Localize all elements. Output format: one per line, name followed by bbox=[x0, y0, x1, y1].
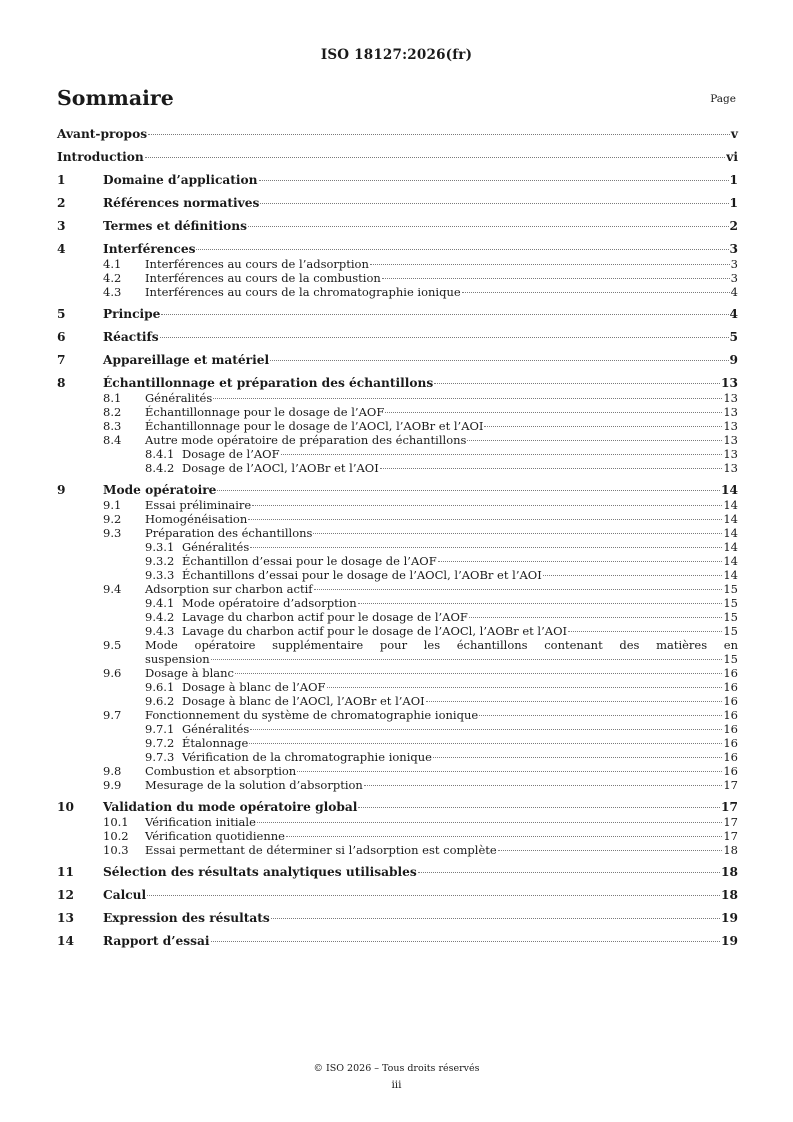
toc-entry-number: 9.3.1 bbox=[145, 540, 175, 554]
toc-entry-level-1[interactable] bbox=[57, 934, 738, 949]
toc-entry-level-2[interactable] bbox=[57, 843, 738, 857]
toc-entry-number: 9.3 bbox=[103, 526, 122, 540]
toc-entry-page: 17 bbox=[723, 829, 738, 843]
dot-leader bbox=[250, 729, 722, 730]
dot-leader bbox=[248, 519, 722, 520]
dot-leader bbox=[385, 412, 722, 413]
toc-entry-level-2[interactable] bbox=[57, 433, 738, 447]
toc-entry-title: Interférences au cours de la chromatographie ionique bbox=[145, 285, 461, 299]
toc-entry-level-1[interactable] bbox=[57, 330, 738, 345]
dot-leader bbox=[161, 314, 728, 315]
toc-entry-level-2[interactable] bbox=[57, 257, 738, 271]
toc-entry-page: 16 bbox=[723, 666, 738, 680]
toc-entry-page: 3 bbox=[729, 242, 738, 256]
toc-entry-title: Rapport d’essai bbox=[103, 934, 210, 948]
toc-entry-number: 10.3 bbox=[103, 843, 129, 857]
dot-leader bbox=[252, 505, 722, 506]
dot-leader bbox=[358, 807, 720, 808]
toc-entry-title: Sélection des résultats analytiques utilisables bbox=[103, 865, 417, 879]
toc-entry-title: Dosage de l’AOF bbox=[182, 447, 280, 461]
toc-entry-title: Mesurage de la solution d’absorption bbox=[145, 778, 363, 792]
dot-leader bbox=[438, 561, 723, 562]
toc-entry-title: Généralités bbox=[182, 540, 250, 554]
dot-leader bbox=[211, 941, 720, 942]
toc-entry-level-3[interactable] bbox=[57, 568, 738, 582]
toc-entry-level-2[interactable] bbox=[57, 271, 738, 285]
toc-entry-level-2[interactable] bbox=[57, 512, 738, 526]
toc-entry-page: 14 bbox=[723, 498, 738, 512]
toc-entry-page: 16 bbox=[723, 680, 738, 694]
toc-entry-title: Homogénéisation bbox=[145, 512, 248, 526]
toc-entry-title: Échantillonnage pour le dosage de l’AOF bbox=[145, 405, 385, 419]
dot-leader bbox=[259, 180, 729, 181]
toc-entry-page: 17 bbox=[723, 778, 738, 792]
toc-entry-title: Étalonnage bbox=[182, 736, 249, 750]
dot-leader bbox=[498, 850, 723, 851]
dot-leader bbox=[568, 631, 722, 632]
dot-leader bbox=[281, 454, 723, 455]
toc-entry-title: Expression des résultats bbox=[103, 911, 270, 925]
toc-entry-level-1[interactable] bbox=[57, 127, 738, 142]
toc-entry-level-3[interactable] bbox=[57, 736, 738, 750]
dot-leader bbox=[297, 771, 722, 772]
toc-entry-page: 16 bbox=[723, 764, 738, 778]
toc-entry-level-2[interactable] bbox=[57, 764, 738, 778]
toc-entry-page: 13 bbox=[723, 391, 738, 405]
dot-leader bbox=[426, 701, 723, 702]
toc-entry-number: 10 bbox=[57, 800, 74, 814]
dot-leader bbox=[543, 575, 723, 576]
dot-leader bbox=[467, 440, 722, 441]
toc-entry-title: Fonctionnement du système de chromatographie ionique bbox=[145, 708, 479, 722]
toc-entry-number: 8.3 bbox=[103, 419, 122, 433]
toc-entry-level-2[interactable] bbox=[57, 391, 738, 405]
toc-entry-title: Mode opératoire d’adsorption bbox=[182, 596, 357, 610]
toc-entry-title: Essai préliminaire bbox=[145, 498, 252, 512]
toc-entry-page: v bbox=[730, 127, 738, 141]
toc-entry-level-2[interactable] bbox=[57, 498, 738, 512]
toc-entry-number: 9.1 bbox=[103, 498, 122, 512]
toc-entry-page: 14 bbox=[723, 568, 738, 582]
toc-entry-page: 4 bbox=[730, 285, 738, 299]
toc-entry-title: Autre mode opératoire de préparation des échantillons bbox=[145, 433, 467, 447]
toc-entry-number: 9.7.1 bbox=[145, 722, 175, 736]
dot-leader bbox=[250, 547, 722, 548]
toc-entry-page: 14 bbox=[723, 554, 738, 568]
toc-entry-title: Dosage de l’AOCl, l’AOBr et l’AOI bbox=[182, 461, 379, 475]
toc-entry-page: 14 bbox=[723, 526, 738, 540]
toc-entry-page: 16 bbox=[723, 750, 738, 764]
toc-entry-level-3[interactable] bbox=[57, 461, 738, 475]
toc-entry-title: Validation du mode opératoire global bbox=[103, 800, 358, 814]
toc-entry-level-2[interactable] bbox=[57, 666, 738, 680]
table-of-contents bbox=[57, 127, 738, 949]
toc-entry-page: 2 bbox=[729, 219, 738, 233]
document-header: ISO 18127:2026(fr) bbox=[320, 47, 473, 63]
toc-entry-title: Lavage du charbon actif pour le dosage de l’AOCl, l’AOBr et l’AOI bbox=[182, 624, 568, 638]
toc-entry-number: 9.7.3 bbox=[145, 750, 175, 764]
toc-entry-number: 1 bbox=[57, 173, 66, 187]
toc-entry-page: 16 bbox=[723, 694, 738, 708]
dot-leader bbox=[145, 157, 725, 158]
toc-entry-title: Vérification de la chromatographie ionique bbox=[182, 750, 432, 764]
toc-entry-title: Dosage à blanc de l’AOCl, l’AOBr et l’AOI bbox=[182, 694, 425, 708]
dot-leader bbox=[235, 673, 722, 674]
toc-entry-title: Combustion et absorption bbox=[145, 764, 297, 778]
toc-entry-level-2[interactable] bbox=[57, 526, 738, 540]
dot-leader bbox=[148, 134, 730, 135]
toc-entry-page: vi bbox=[726, 150, 738, 164]
toc-entry-level-2[interactable] bbox=[57, 405, 738, 419]
dot-leader bbox=[260, 203, 728, 204]
dot-leader bbox=[358, 603, 723, 604]
toc-entry-number: 9.3.2 bbox=[145, 554, 175, 568]
dot-leader bbox=[314, 589, 723, 590]
toc-entry-level-2[interactable] bbox=[57, 582, 738, 596]
dot-leader bbox=[382, 278, 730, 279]
toc-entry-title: Échantillons d’essai pour le dosage de l’AOCl, l’AOBr et l’AOI bbox=[182, 568, 542, 582]
toc-entry-level-1[interactable] bbox=[57, 483, 738, 498]
toc-entry-title: Vérification quotidienne bbox=[145, 829, 285, 843]
toc-entry-number: 8.1 bbox=[103, 391, 122, 405]
toc-entry-title: Introduction bbox=[57, 150, 144, 164]
toc-entry-number: 9.7.2 bbox=[145, 736, 175, 750]
toc-entry-page: 18 bbox=[723, 843, 738, 857]
toc-entry-level-3[interactable] bbox=[57, 447, 738, 461]
toc-entry-page: 16 bbox=[723, 722, 738, 736]
toc-entry-title: Dosage à blanc de l’AOF bbox=[182, 680, 326, 694]
toc-entry-number: 10.2 bbox=[103, 829, 129, 843]
toc-entry-number: 9.6.1 bbox=[145, 680, 175, 694]
dot-leader bbox=[418, 872, 720, 873]
dot-leader bbox=[217, 490, 720, 491]
toc-entry-page: 3 bbox=[730, 257, 738, 271]
dot-leader bbox=[270, 360, 728, 361]
toc-entry-page: 1 bbox=[729, 196, 738, 210]
toc-entry-title: Mode opératoire bbox=[103, 483, 217, 497]
toc-entry-number: 14 bbox=[57, 934, 74, 948]
dot-leader bbox=[160, 337, 729, 338]
toc-entry-level-2[interactable] bbox=[57, 419, 738, 433]
toc-entry-page: 17 bbox=[723, 815, 738, 829]
dot-leader bbox=[147, 895, 720, 896]
toc-entry-page: 14 bbox=[723, 512, 738, 526]
toc-entry-title: Adsorption sur charbon actif bbox=[145, 582, 313, 596]
dot-leader bbox=[196, 249, 728, 250]
toc-entry-title: Préparation des échantillons bbox=[145, 526, 313, 540]
dot-leader bbox=[271, 918, 720, 919]
dot-leader bbox=[257, 822, 722, 823]
dot-leader bbox=[213, 398, 722, 399]
toc-entry-number: 9.7 bbox=[103, 708, 122, 722]
toc-entry-number: 11 bbox=[57, 865, 74, 879]
toc-entry-number: 9.9 bbox=[103, 778, 122, 792]
toc-entry-page: 14 bbox=[721, 483, 738, 497]
toc-entry-level-1[interactable] bbox=[57, 353, 738, 368]
toc-entry-number: 9.6 bbox=[103, 666, 122, 680]
toc-entry-page: 3 bbox=[730, 271, 738, 285]
toc-entry-page: 13 bbox=[723, 433, 738, 447]
page-column-label: Page bbox=[710, 93, 736, 105]
toc-entry-title: Vérification initiale bbox=[145, 815, 256, 829]
toc-entry-level-1[interactable] bbox=[57, 888, 738, 903]
toc-entry-page: 17 bbox=[721, 800, 738, 814]
toc-entry-number: 6 bbox=[57, 330, 66, 344]
toc-entry-number: 9.4 bbox=[103, 582, 122, 596]
toc-entry-level-1[interactable] bbox=[57, 150, 738, 165]
toc-entry-level-3[interactable] bbox=[57, 750, 738, 764]
toc-entry-level-1[interactable] bbox=[57, 865, 738, 880]
toc-entry-level-3[interactable] bbox=[57, 554, 738, 568]
toc-entry-level-1[interactable] bbox=[57, 307, 738, 322]
toc-entry-page: 16 bbox=[723, 708, 738, 722]
toc-entry-number: 12 bbox=[57, 888, 74, 902]
toc-entry-title: Calcul bbox=[103, 888, 147, 902]
page-title: Sommaire bbox=[57, 86, 174, 110]
toc-entry-page: 4 bbox=[729, 307, 738, 321]
toc-entry-level-2[interactable] bbox=[57, 778, 738, 792]
toc-entry-level-2[interactable] bbox=[57, 638, 738, 666]
dot-leader bbox=[380, 468, 723, 469]
toc-entry-number: 8.4.2 bbox=[145, 461, 175, 475]
toc-entry-title: Réactifs bbox=[103, 330, 159, 344]
toc-entry-page: 15 bbox=[723, 610, 738, 624]
toc-entry-title: Mode opératoire supplémentaire pour les échantillons contenant des matières en bbox=[145, 638, 738, 652]
dot-leader bbox=[479, 715, 722, 716]
toc-entry-page: 16 bbox=[723, 736, 738, 750]
toc-entry-title-continued: suspension bbox=[145, 652, 210, 666]
toc-entry-page: 13 bbox=[723, 447, 738, 461]
toc-entry-level-2[interactable] bbox=[57, 815, 738, 829]
toc-entry-title: Essai permettant de déterminer si l’adsorption est complète bbox=[145, 843, 497, 857]
copyright-notice: © ISO 2026 – Tous droits réservés bbox=[313, 1063, 480, 1074]
toc-entry-level-3[interactable] bbox=[57, 624, 738, 638]
toc-entry-page: 13 bbox=[723, 419, 738, 433]
toc-entry-number: 4.1 bbox=[103, 257, 122, 271]
toc-entry-number: 13 bbox=[57, 911, 74, 925]
toc-entry-level-3[interactable] bbox=[57, 680, 738, 694]
dot-leader bbox=[286, 836, 722, 837]
toc-entry-number: 9.4.1 bbox=[145, 596, 175, 610]
toc-entry-title: Références normatives bbox=[103, 196, 260, 210]
toc-entry-title: Généralités bbox=[182, 722, 250, 736]
dot-leader bbox=[327, 687, 723, 688]
page-number: iii bbox=[391, 1079, 402, 1091]
toc-entry-page: 14 bbox=[723, 540, 738, 554]
dot-leader bbox=[211, 659, 723, 660]
toc-entry-number: 9.5 bbox=[103, 638, 122, 652]
toc-entry-title: Avant-propos bbox=[57, 127, 148, 141]
toc-entry-title: Termes et définitions bbox=[103, 219, 247, 233]
toc-entry-level-1[interactable] bbox=[57, 173, 738, 188]
toc-entry-title: Échantillonnage pour le dosage de l’AOCl, l’AOBr et l’AOI bbox=[145, 419, 484, 433]
toc-entry-page: 13 bbox=[723, 461, 738, 475]
toc-entry-number: 9.4.3 bbox=[145, 624, 175, 638]
toc-entry-title: Interférences au cours de la combustion bbox=[145, 271, 381, 285]
toc-entry-number: 9.2 bbox=[103, 512, 122, 526]
toc-entry-level-3[interactable] bbox=[57, 722, 738, 736]
toc-entry-level-3[interactable] bbox=[57, 694, 738, 708]
toc-entry-level-3[interactable] bbox=[57, 610, 738, 624]
toc-entry-level-1[interactable] bbox=[57, 196, 738, 211]
toc-entry-title: Lavage du charbon actif pour le dosage de l’AOF bbox=[182, 610, 468, 624]
toc-entry-number: 7 bbox=[57, 353, 66, 367]
toc-entry-page: 15 bbox=[723, 652, 738, 666]
toc-entry-number: 8.4.1 bbox=[145, 447, 175, 461]
toc-entry-number: 9.8 bbox=[103, 764, 122, 778]
dot-leader bbox=[433, 757, 722, 758]
toc-entry-level-1[interactable] bbox=[57, 219, 738, 234]
toc-entry-page: 15 bbox=[723, 596, 738, 610]
dot-leader bbox=[434, 383, 720, 384]
toc-entry-page: 15 bbox=[723, 582, 738, 596]
toc-entry-number: 8.2 bbox=[103, 405, 122, 419]
toc-entry-level-3[interactable] bbox=[57, 540, 738, 554]
toc-entry-number: 8 bbox=[57, 376, 66, 390]
toc-entry-title: Interférences bbox=[103, 242, 196, 256]
toc-entry-number: 4 bbox=[57, 242, 66, 256]
toc-entry-page: 13 bbox=[723, 405, 738, 419]
toc-entry-page: 19 bbox=[721, 911, 738, 925]
dot-leader bbox=[248, 226, 729, 227]
toc-entry-level-1[interactable] bbox=[57, 800, 738, 815]
dot-leader bbox=[370, 264, 730, 265]
toc-entry-page: 1 bbox=[729, 173, 738, 187]
dot-leader bbox=[462, 292, 730, 293]
toc-entry-level-1[interactable] bbox=[57, 242, 738, 257]
toc-entry-title: Échantillon d’essai pour le dosage de l’AOF bbox=[182, 554, 437, 568]
toc-entry-number: 3 bbox=[57, 219, 66, 233]
toc-entry-title: Échantillonnage et préparation des échantillons bbox=[103, 376, 434, 390]
toc-entry-number: 9.4.2 bbox=[145, 610, 175, 624]
toc-entry-level-2[interactable] bbox=[57, 829, 738, 843]
toc-entry-page: 13 bbox=[721, 376, 738, 390]
toc-entry-title: Interférences au cours de l’adsorption bbox=[145, 257, 369, 271]
toc-entry-page: 9 bbox=[729, 353, 738, 367]
dot-leader bbox=[364, 785, 723, 786]
toc-entry-title: Principe bbox=[103, 307, 161, 321]
toc-entry-number: 2 bbox=[57, 196, 66, 210]
toc-entry-page: 5 bbox=[729, 330, 738, 344]
toc-entry-title: Domaine d’application bbox=[103, 173, 258, 187]
toc-entry-title: Généralités bbox=[145, 391, 213, 405]
toc-entry-number: 5 bbox=[57, 307, 66, 321]
dot-leader bbox=[249, 743, 722, 744]
toc-entry-number: 9 bbox=[57, 483, 66, 497]
toc-entry-level-2[interactable] bbox=[57, 708, 738, 722]
toc-entry-level-2[interactable] bbox=[57, 285, 738, 299]
toc-entry-title: Dosage à blanc bbox=[145, 666, 234, 680]
dot-leader bbox=[313, 533, 722, 534]
toc-entry-number: 9.6.2 bbox=[145, 694, 175, 708]
toc-entry-number: 10.1 bbox=[103, 815, 129, 829]
dot-leader bbox=[484, 426, 722, 427]
toc-entry-number: 8.4 bbox=[103, 433, 122, 447]
toc-entry-level-3[interactable] bbox=[57, 596, 738, 610]
toc-entry-number: 4.2 bbox=[103, 271, 122, 285]
toc-entry-page: 19 bbox=[721, 934, 738, 948]
toc-entry-level-1[interactable] bbox=[57, 376, 738, 391]
toc-entry-number: 9.3.3 bbox=[145, 568, 175, 582]
toc-entry-page: 18 bbox=[721, 865, 738, 879]
toc-entry-number: 4.3 bbox=[103, 285, 122, 299]
toc-entry-title: Appareillage et matériel bbox=[103, 353, 270, 367]
toc-entry-page: 15 bbox=[723, 624, 738, 638]
toc-entry-level-1[interactable] bbox=[57, 911, 738, 926]
toc-entry-page: 18 bbox=[721, 888, 738, 902]
dot-leader bbox=[469, 617, 722, 618]
